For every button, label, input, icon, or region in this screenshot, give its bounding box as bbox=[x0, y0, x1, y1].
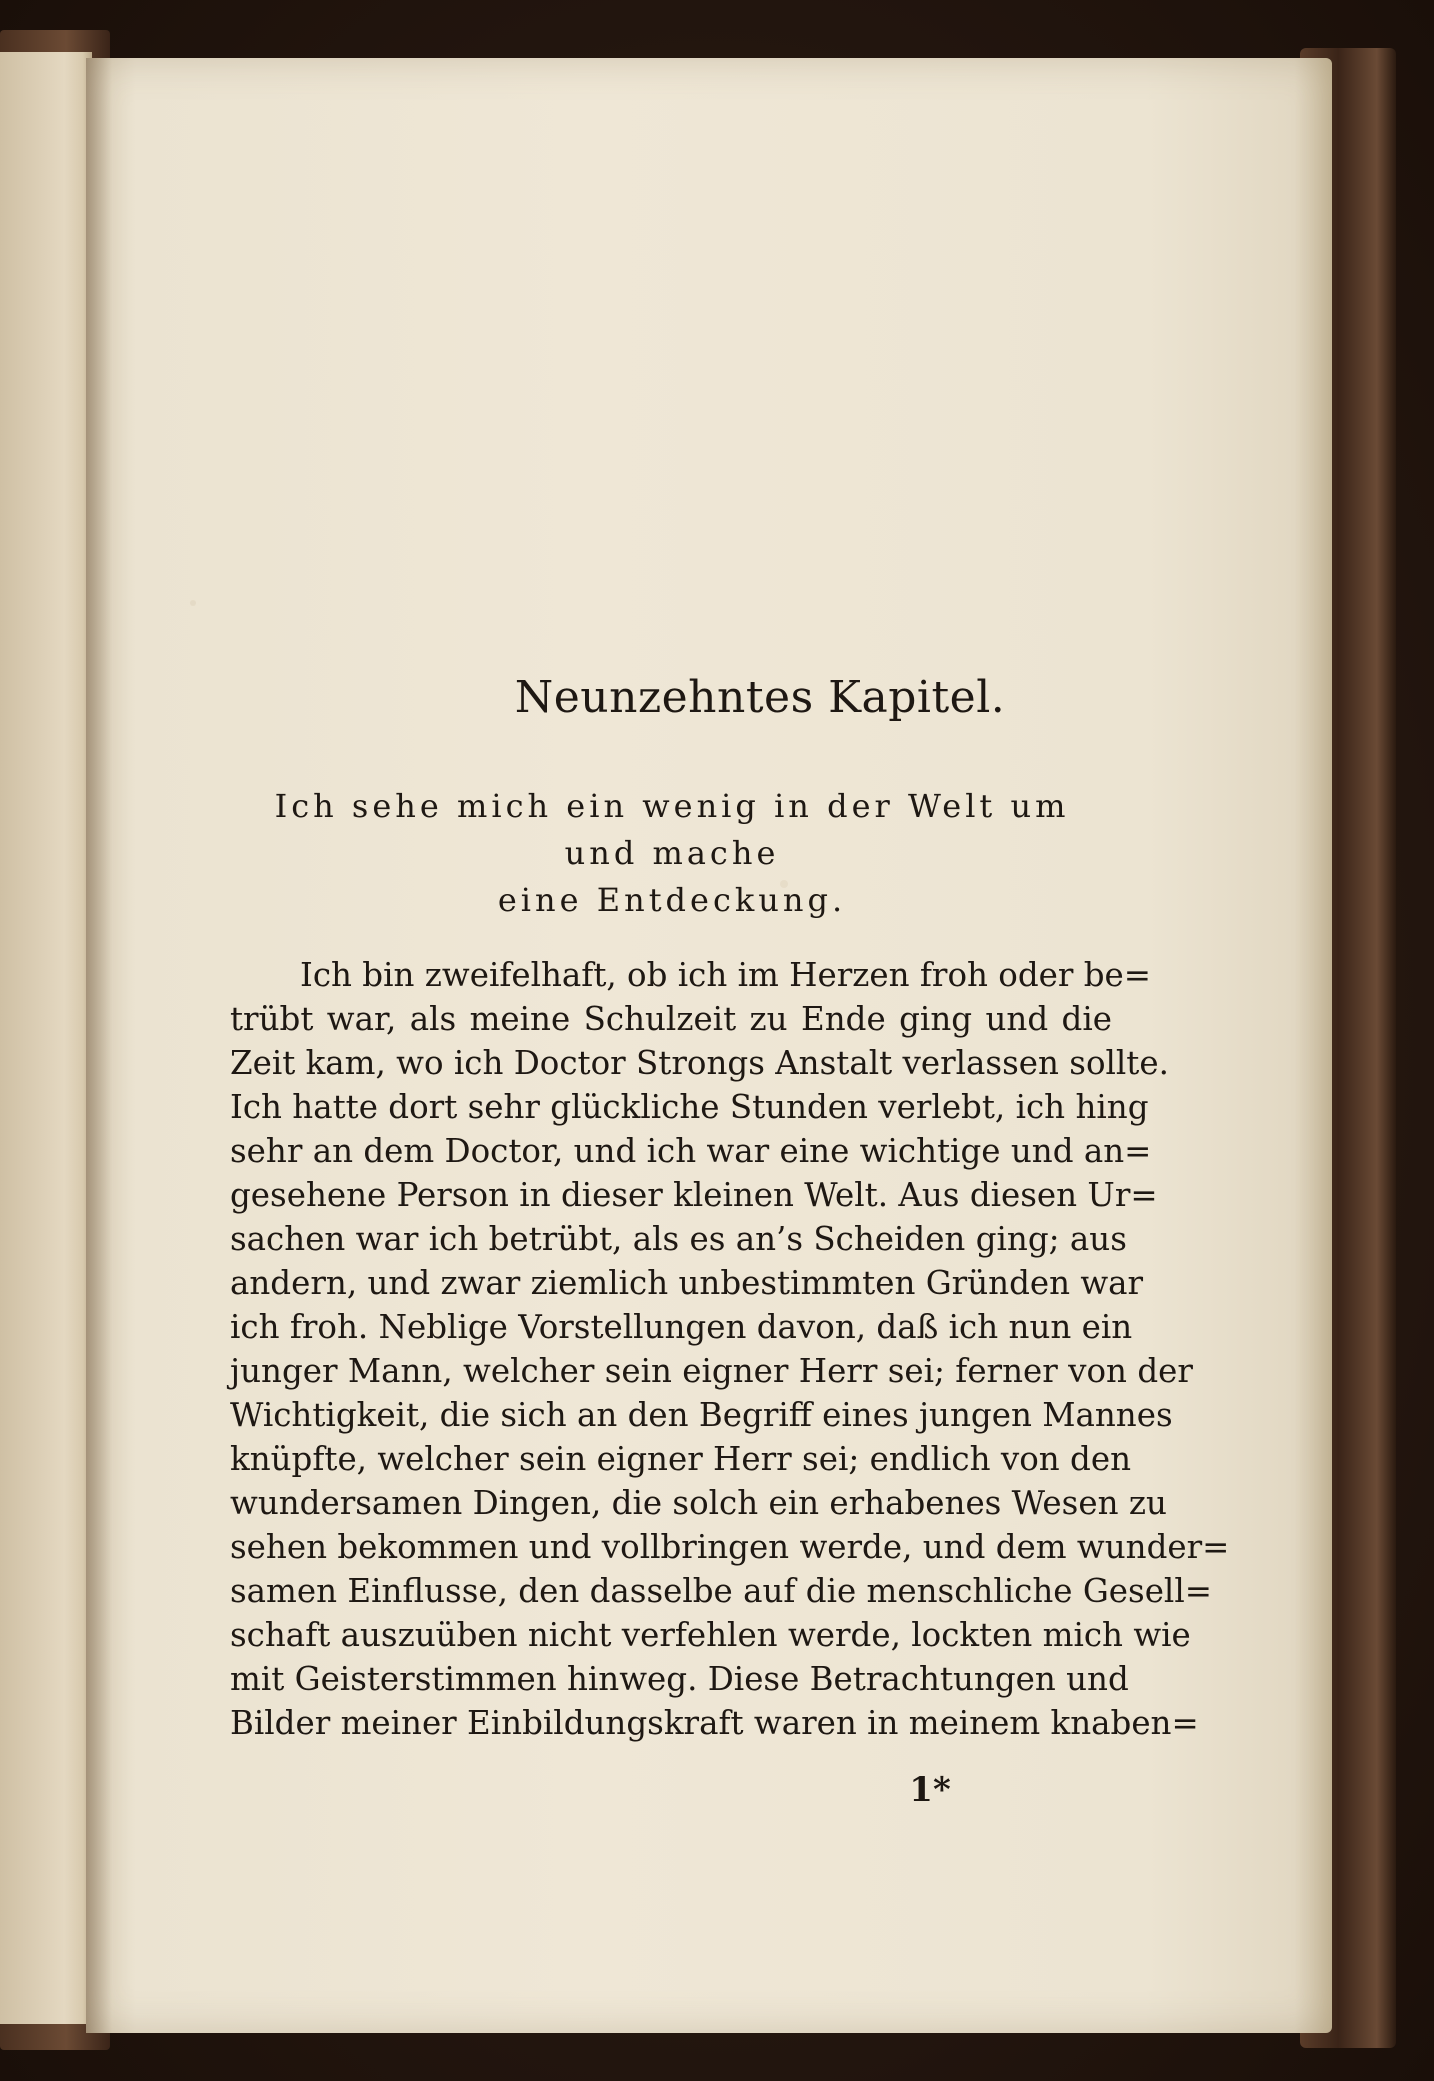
text-line: mit Geisterstimmen hinweg. Diese Betrachtungen und bbox=[230, 1660, 1129, 1698]
subtitle-line: eine Entdeckung. bbox=[497, 881, 847, 919]
text-line: sehr an dem Doctor, und ich war eine wichtige und an= bbox=[230, 1132, 1152, 1170]
subtitle-line: Ich sehe mich ein wenig in der Welt um und mache bbox=[274, 787, 1070, 872]
text-line: Bilder meiner Einbildungskraft waren in meinem knaben= bbox=[230, 1704, 1199, 1742]
left-page-edge bbox=[0, 52, 92, 2024]
text-line: junger Mann, welcher sein eigner Herr sei; ferner von der bbox=[230, 1352, 1193, 1390]
text-line: samen Einflusse, den dasselbe auf die menschliche Gesell= bbox=[230, 1572, 1212, 1610]
text-line: gesehene Person in dieser kleinen Welt. Aus diesen Ur= bbox=[230, 1176, 1158, 1214]
text-line: trübt war, als meine Schulzeit zu Ende ging und die bbox=[230, 1000, 1112, 1038]
text-line: wundersamen Dingen, die solch ein erhabenes Wesen zu bbox=[230, 1484, 1167, 1522]
text-line: Wichtigkeit, die sich an den Begriff eines jungen Mannes bbox=[230, 1396, 1173, 1434]
chapter-title: Neunzehntes Kapitel. bbox=[514, 672, 1006, 723]
page-gutter-shadow bbox=[86, 58, 112, 2033]
text-line: knüpfte, welcher sein eigner Herr sei; endlich von den bbox=[230, 1440, 1132, 1478]
paper-speck bbox=[190, 600, 196, 606]
text-line: Ich bin zweifelhaft, ob ich im Herzen froh oder be= bbox=[300, 956, 1152, 994]
text-line: sachen war ich betrübt, als es an’s Scheiden ging; aus bbox=[230, 1220, 1127, 1258]
text-line: sehen bekommen und vollbringen werde, und dem wunder= bbox=[230, 1528, 1230, 1566]
text-line: andern, und zwar ziemlich unbestimmten Gründen war bbox=[230, 1264, 1144, 1302]
text-line: ich froh. Neblige Vorstellungen davon, daß ich nun ein bbox=[230, 1308, 1133, 1346]
text-line: schaft auszuüben nicht verfehlen werde, lockten mich wie bbox=[230, 1616, 1191, 1654]
text-line: Zeit kam, wo ich Doctor Strongs Anstalt verlassen sollte. bbox=[230, 1044, 1169, 1082]
body-paragraph bbox=[230, 953, 1230, 1745]
chapter-subtitle bbox=[232, 783, 1112, 924]
page-signature: 1* bbox=[909, 1770, 951, 1810]
text-line: Ich hatte dort sehr glückliche Stunden verlebt, ich hing bbox=[230, 1088, 1149, 1126]
